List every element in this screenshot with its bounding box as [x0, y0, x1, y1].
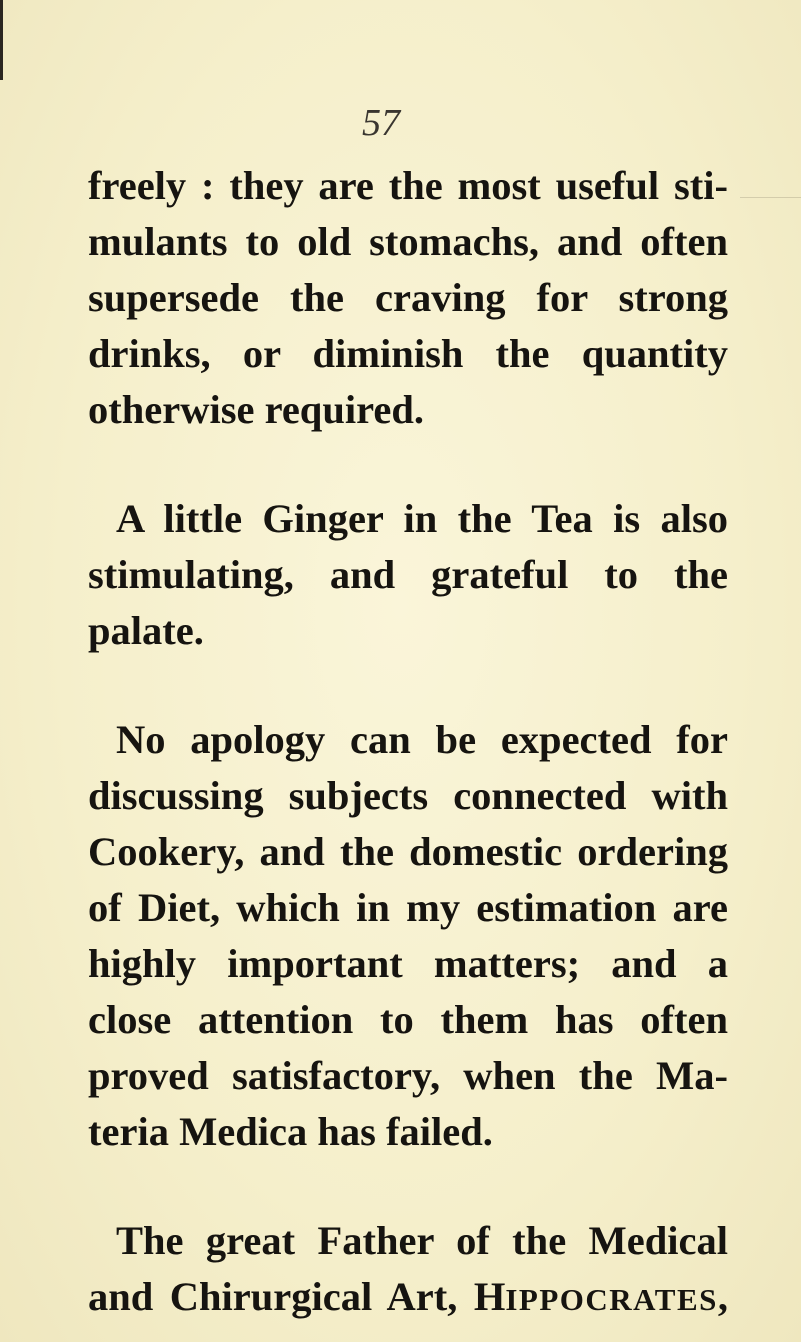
- text-line: palate.: [88, 608, 204, 653]
- text-line-start: and Chirurgical Art,: [88, 1274, 458, 1319]
- text-line: supersede the craving for strong: [88, 275, 728, 320]
- text-line: proved satisfactory, when the Ma-: [88, 1053, 728, 1098]
- body-text: [88, 158, 728, 1325]
- text-line: mulants to old stomachs, and often: [88, 219, 728, 264]
- text-line: The great Father of the Medical: [116, 1218, 728, 1263]
- text-line: of Diet, which in my estimation are: [88, 885, 728, 930]
- text-line-with-name: [88, 1269, 728, 1325]
- paragraph-gap: [88, 438, 728, 491]
- text-line: close attention to them has often: [88, 997, 728, 1042]
- page-number: 57: [362, 102, 400, 144]
- page-edge-shadow: [0, 0, 3, 80]
- paragraph-gap: [88, 659, 728, 712]
- paragraph-gap: [88, 1160, 728, 1213]
- person-name-hippocrates: [474, 1274, 718, 1319]
- text-line: freely : they are the most useful sti-: [88, 163, 728, 208]
- text-line: discussing subjects connected with: [88, 773, 728, 818]
- text-line: teria Medica has failed.: [88, 1109, 493, 1154]
- text-line: stimulating, and grateful to the: [88, 552, 728, 597]
- name-initial: H: [473, 1274, 506, 1319]
- text-line: Cookery, and the domestic ordering: [88, 829, 728, 874]
- text-line: A little Ginger in the Tea is also: [116, 496, 728, 541]
- trailing-comma: ,: [717, 1274, 728, 1319]
- text-line: otherwise required.: [88, 387, 424, 432]
- text-line: highly important matters; and a: [88, 941, 728, 986]
- name-smallcaps: IPPOCRATES: [505, 1282, 718, 1317]
- stray-mark: [740, 197, 801, 198]
- text-line: drinks, or diminish the quantity: [88, 331, 728, 376]
- text-line: No apology can be expected for: [116, 717, 728, 762]
